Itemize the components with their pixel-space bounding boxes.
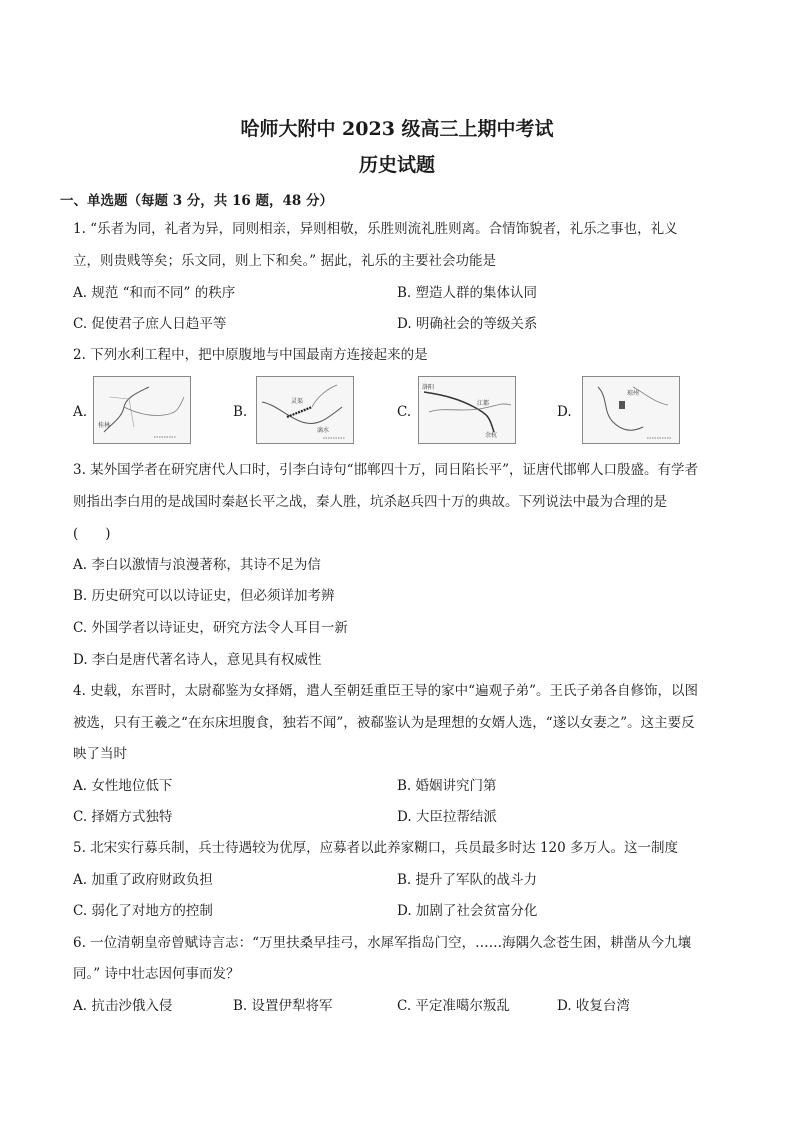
question-6-line-2: 同。” 诗中壮志因何事而发？ [73, 966, 240, 982]
question-3-option-b[interactable]: B. 历史研究可以以诗证史，但必须详加考辨 [73, 588, 335, 604]
question-2-option-c-label[interactable]: C. [397, 404, 412, 420]
question-6-line-1: 6. 一位清朝皇帝曾赋诗言志：“万里扶桑早挂弓，水犀军指岛门空，……海隅久念苍生困，耕凿从今九壤 [73, 935, 692, 951]
map-d-place-label: 琼州 [627, 390, 640, 397]
map-c-place-label-2: 江都 [477, 400, 490, 407]
question-2-option-d-label[interactable]: D. [557, 404, 572, 420]
question-2-map-d[interactable] [582, 376, 680, 444]
question-5-line-1: 5. 北宋实行募兵制，兵士待遇较为优厚，应募者以此养家糊口，兵员最多时达 120 多万人。这一制度 [73, 840, 679, 856]
question-1-option-a[interactable]: A. 规范 “和而不同” 的秩序 [73, 285, 236, 301]
question-6-option-a[interactable]: A. 抗击沙俄入侵 [73, 998, 173, 1014]
map-b-place-label-2: 漓水 [317, 427, 330, 434]
question-1-option-b[interactable]: B. 塑造人群的集体认同 [397, 285, 538, 301]
question-3-line-3: ( ) [73, 526, 111, 542]
map-c-place-label-3: 余杭 [485, 432, 498, 439]
question-3-line-2: 则指出李白用的是战国时秦赵长平之战，秦人胜，坑杀赵兵四十万的典故。下列说法中最为合理的是 [73, 494, 667, 510]
exam-subtitle: 历史试题 [358, 154, 435, 176]
question-5-option-d[interactable]: D. 加剧了社会贫富分化 [397, 903, 538, 919]
question-5-option-c[interactable]: C. 弱化了对地方的控制 [73, 903, 213, 919]
question-4-option-c[interactable]: C. 择婿方式独特 [73, 809, 173, 825]
map-c-place-label-1: 洛阳 [422, 384, 435, 391]
question-4-line-1: 4. 史载，东晋时，太尉郗鉴为女择婿，遣人至朝廷重臣王导的家中“遍观子弟”。王氏子弟各自修饰，以图 [73, 683, 698, 699]
question-4-option-a[interactable]: A. 女性地位低下 [73, 778, 173, 794]
exam-title: 哈师大附中 2023 级高三上期中考试 [240, 118, 554, 140]
question-4-line-2: 被选，只有王羲之“在东床坦腹食，独若不闻”，被郗鉴认为是理想的女婿人选，“遂以女妻之”。这主要反 [73, 715, 695, 731]
question-1-option-c[interactable]: C. 促使君子庶人日趋平等 [73, 316, 227, 332]
question-3-line-1: 3. 某外国学者在研究唐代人口时，引李白诗句“邯郸四十万，同日陷长平”，证唐代邯郸人口殷盛。有学者 [73, 462, 698, 478]
question-2-option-b-label[interactable]: B. [233, 404, 248, 420]
question-4-line-3: 映了当时 [73, 746, 127, 762]
map-a-place-label: 桂林 [98, 422, 111, 429]
question-2-map-a[interactable] [93, 376, 191, 444]
question-3-option-d[interactable]: D. 李白是唐代著名诗人，意见具有权威性 [73, 652, 322, 668]
question-5-option-b[interactable]: B. 提升了军队的战斗力 [397, 872, 538, 888]
question-4-option-d[interactable]: D. 大臣拉帮结派 [397, 809, 497, 825]
question-2-map-b[interactable] [256, 376, 354, 444]
question-2-option-a-label[interactable]: A. [73, 404, 88, 420]
map-b-place-label-1: 灵渠 [291, 398, 304, 405]
question-1-line-2: 立，则贵贱等矣；乐文同，则上下和矣。” 据此，礼乐的主要社会功能是 [73, 253, 496, 269]
section-heading: 一、单选题（每题 3 分，共 16 题，48 分） [60, 193, 333, 209]
question-6-option-c[interactable]: C. 平定准噶尔叛乱 [397, 998, 510, 1014]
question-6-option-b[interactable]: B. 设置伊犁将军 [233, 998, 333, 1014]
question-6-option-d[interactable]: D. 收复台湾 [557, 998, 630, 1014]
question-2-map-c[interactable] [418, 376, 516, 444]
question-1-line-1: 1. “乐者为同，礼者为异，同则相亲，异则相敬，乐胜则流礼胜则离。合情饰貌者，礼乐之事也，礼义 [73, 221, 678, 237]
question-4-option-b[interactable]: B. 婚姻讲究门第 [397, 778, 497, 794]
question-5-option-a[interactable]: A. 加重了政府财政负担 [73, 872, 213, 888]
question-3-option-c[interactable]: C. 外国学者以诗证史，研究方法令人耳目一新 [73, 620, 348, 636]
question-2-line-1: 2. 下列水利工程中，把中原腹地与中国最南方连接起来的是 [73, 347, 428, 363]
question-1-option-d[interactable]: D. 明确社会的等级关系 [397, 316, 538, 332]
question-3-option-a[interactable]: A. 李白以激情与浪漫著称，其诗不足为信 [73, 557, 321, 573]
